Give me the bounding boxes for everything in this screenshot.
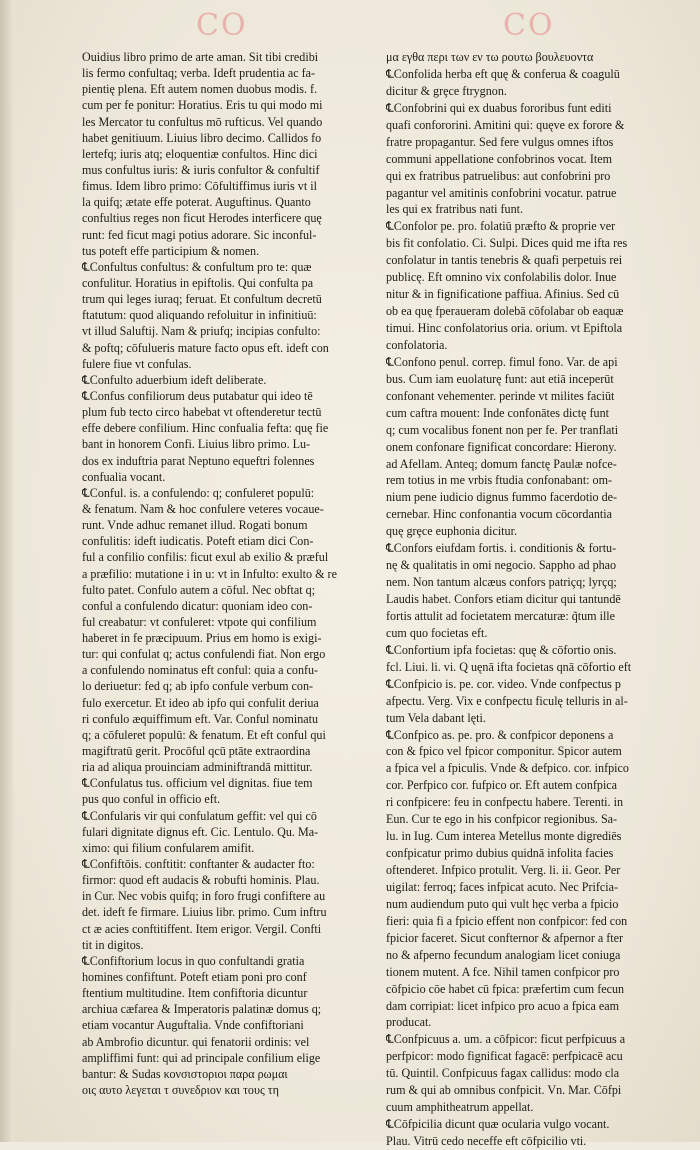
text-line: ob ea quę fperaueram dolebā cōfolabar ob eaquæ <box>386 304 624 319</box>
text-line: ℄Confiftorium locus in quo confultandi gratia <box>82 953 305 968</box>
text-line: fulere fiue vt confulas. <box>82 356 192 371</box>
text-line: afpectu. Verg. Vix e confpectu ficulę telluris in al- <box>386 693 628 708</box>
text-line: timui. Hinc confolatorius oria. orium. vt Epiftola <box>386 321 623 335</box>
text-line: ℄Confolor pe. pro. folatiū præfto & proprie ver <box>386 219 616 234</box>
text-line: ℄Confors eiufdam fortis. i. conditionis & fortu- <box>386 541 617 556</box>
text-line: magiftratū gerit. Procōful qcū ptāte extraordina <box>82 744 311 759</box>
text-line: les Mercator tu confultus mō rufticus. Vel quando <box>82 114 323 129</box>
text-line: ftentium multitudine. Item confiftoria dicuntur <box>82 986 308 1001</box>
text-line: ℄Confortium ipfa focietas: quę & cōfortio onis. <box>386 642 617 657</box>
text-line: ri confulo æquiffimum eft. Var. Conful nominatu <box>82 711 319 726</box>
text-line: Plau. Vitrū cedo neceffe eft cōfpicilio vti. <box>386 1134 587 1148</box>
text-line: fratre propagantur. Sed fere vulgus omnes iftos <box>386 134 614 149</box>
text-line: habet genitiuum. Liuius libro decimo. Callidos fo <box>82 130 322 145</box>
text-line: les qui ex fratribus nati funt. <box>386 202 524 217</box>
text-line: ℄Confono penul. correp. fimul fono. Var. de api <box>386 354 618 369</box>
text-line: ℄Confus confiliorum deus putabatur qui ideo tē <box>82 388 313 403</box>
text-line: firmor: quod eft audacis & robufti hominis. Plau. <box>82 873 320 888</box>
text-line: trum qui leges iuraq; feruat. Et confultum decretū <box>82 292 322 307</box>
text-line: ℄Confiftōis. conftitit: conftanter & audacter fto: <box>82 857 315 872</box>
text-line: cor. Perfpico cor. fufpico or. Eft autem confpica <box>386 778 618 793</box>
text-line: ful creabatur: vt confuleret: vtpote qui confilium <box>82 614 317 629</box>
text-line: haberet in fe præcipuum. Prius em homo is exigi- <box>82 631 322 646</box>
text-line: ℄Confolida herba eft quę & conferua & coagulū <box>386 66 620 81</box>
text-line: a confulendo nominatus eft conful: quia a confu- <box>82 663 319 678</box>
text-line: ℄Confultus confultus: & confultum pro te: quæ <box>82 259 312 274</box>
text-line: a præfilio: mutatione i in u: vt in Infulto: exulto & re <box>82 566 337 581</box>
text-line: nitur & in fignificatione paffiua. Afinius. Sed cū <box>386 287 620 302</box>
text-line: confulitur. Horatius in epiftolis. Qui confulta pa <box>82 275 314 290</box>
text-line: qui ex fratribus patruelibus: aut confobrini pro <box>386 168 611 183</box>
text-line: ℄Confpicuus a. um. a cōfpicor: ficut perfpicuus a <box>386 1032 626 1047</box>
text-line: lu. in Iug. Cum interea Metellus monte digrediēs <box>386 829 622 844</box>
text-line: lo deriuetur: fed q; ab ipfo confule verbum con- <box>82 679 314 694</box>
text-line: cum per fe ponitur: Horatius. Eris tu qui modo mi <box>82 98 323 113</box>
text-line: confualia vocant. <box>82 469 166 484</box>
right-column-header-mark: CO <box>503 8 555 43</box>
text-line: onem confonare fignificat concordare: Hierony. <box>386 439 617 454</box>
text-line: cōfpicio cōe habet cū fpica: præfertim cum fecun <box>386 981 625 996</box>
text-line: q; a cōfuleret populū: & fenatum. Et eft conful qui <box>82 727 326 742</box>
text-line: producat. <box>386 1015 432 1030</box>
page-gutter-shadow <box>0 0 14 1142</box>
text-line: ftatutum: quod aliquando refoluitur in infinitiuū: <box>82 308 317 323</box>
text-line: lis fermo confultaq; verba. Ideft prudentia ac fa- <box>82 66 316 81</box>
text-line: num audiendum puto qui vult hęc verba a fpicio <box>386 896 619 911</box>
text-line: vt illud Saluftij. Nam & priufq; incipias confulto: <box>82 324 321 339</box>
text-line: fcl. Liui. li. vi. Q uęnā ifta focietas qnā cōfortio eft <box>386 659 632 674</box>
text-line: a fpica vel a fpiculis. Vnde & defpico. cor. infpico <box>386 761 629 776</box>
text-line: ab Ambrofio dicuntur. qui fenatorii ordinis: vel <box>82 1034 310 1049</box>
text-line: & poftq; cōfulueris mature facto opus eft. ideft con <box>82 340 329 355</box>
text-line: ℄Confulto aduerbium ideft deliberate. <box>82 372 267 387</box>
text-line: pientię plena. Eft autem nomen duobus modis. f. <box>82 82 318 97</box>
text-line: Eun. Cur te ego in his confpicor regionibus. Sa- <box>386 812 618 827</box>
text-line: ct æ acies conftitiffent. Item erigor. Vergil. Confti <box>82 921 322 936</box>
text-line: μα εγθα περι των εν τω ρουτω βουλευοντα <box>386 50 594 64</box>
text-line: ℄Confobrini qui ex duabus fororibus funt editi <box>386 100 612 115</box>
text-line: det. ideft fe firmare. Liuius libr. primo. Cum inftru <box>82 905 327 920</box>
text-line: archiua cæfarea & Imperatoris palatinæ domus q; <box>82 1002 322 1017</box>
text-line: quafi confororini. Amitini qui: quęve ex forore & <box>386 117 625 132</box>
text-line: confonant vehementer. perinde vt milites faciūt <box>386 388 615 403</box>
text-line: dicitur & grȩce ftrygnon. <box>386 83 507 98</box>
text-line: oftenderet. Infpico protulit. Verg. li. ii. Geor. Per <box>386 863 621 877</box>
text-line: perfpicor: modo fignificat fagacē: perfpicacē acu <box>386 1049 623 1064</box>
text-line: publicę. Eft omnino vix confolabilis dolor. Inue <box>386 270 617 285</box>
text-line: rem totius in me vrbis ftudia confonabant: om- <box>386 473 613 488</box>
text-line: dam corripiat: licet infpico pro acuo a fpica eam <box>386 998 620 1013</box>
text-line: confolatoria. <box>386 337 448 352</box>
text-line: bantur: & Sudas κονσιστοριοι παρα ρωμαι <box>82 1066 288 1081</box>
text-line: ℄Confpico as. pe. pro. & confpicor deponens a <box>386 727 614 742</box>
text-line: communi appellatione confobrinos vocat. Item <box>386 151 613 166</box>
text-line: fulari dignitate dignus eft. Cic. Lentulo. Qu. Ma- <box>82 824 319 839</box>
text-line: ria ad aliqua prouinciam adminiftrandā mittitur. <box>82 760 313 775</box>
text-line: ℄Confulatus tus. officium vel dignitas. fiue tem <box>82 776 313 791</box>
text-line: ℄Confpicio is. pe. cor. video. Vnde confpectus p <box>386 676 621 691</box>
text-line: ampliffimi funt: qui ad principale confilium elige <box>82 1050 321 1065</box>
text-line: ri confpicere: feu in confpectu habere. Terenti. in <box>386 795 623 810</box>
text-line: in Cur. Nec vobis quifq; in foro frugi confiftere au <box>82 889 326 904</box>
text-line: effe debere confilium. Hinc confualia fefta: quę fie <box>82 421 329 436</box>
text-line: ℄Conful. is. a confulendo: q; confuleret populū: <box>82 485 315 500</box>
text-line: runt. Vnde adhuc remanet illud. Rogati bonum <box>82 518 308 533</box>
text-line: & fenatum. Nam & hoc confulere veteres vocaue- <box>82 501 324 516</box>
text-line: fulto patet. Confulo autem a cōful. Nec obftat q; <box>82 582 316 597</box>
text-line: tionem mutent. A fce. Nihil tamen confpicor pro <box>386 964 620 979</box>
left-column-header-mark: CO <box>196 8 248 43</box>
text-line: runt: fed ficut magi potius adorare. Sic inconful- <box>82 227 317 242</box>
text-line: fpicior faceret. Sicut confternor & afpernor a fter <box>386 930 624 945</box>
text-line: confulitis: ideft iudicatis. Poteft etiam dici Con- <box>82 534 314 549</box>
text-line: cum quo focietas eft. <box>386 625 488 640</box>
text-line: cuum amphitheatrum appellat. <box>386 1100 534 1115</box>
text-line: fulo exercetur. Et ideo ab ipfo qui confulit deriua <box>82 695 319 710</box>
text-line: plum fub tecto circo habebat vt oftenderetur tectū <box>82 405 322 420</box>
right-text-column <box>386 49 682 1150</box>
text-line: q; cum vocalibus fonent non per fe. Per tranflati <box>386 422 619 437</box>
text-line: cernebar. Hinc confonantia vocum cōcordantia <box>386 507 612 522</box>
text-line: fieri: quia fi a fpicio effent non confpicor: fed con <box>386 913 628 928</box>
text-line: etiam vocantur Auguftalia. Vnde confiftoriani <box>82 1018 304 1033</box>
text-line: tit in digitos. <box>82 937 144 952</box>
text-line: mus confultus iuris: & iuris confultor & confultif <box>82 162 320 177</box>
text-line: fimus. Idem libro primo: Cōfultiffimus iuris vt il <box>82 179 317 194</box>
text-line: confultius reges non ficut Herodes interficere quę <box>82 211 322 226</box>
text-line: uigilat: ferroq; faces infpicat acuto. Nec Prifcia- <box>386 879 619 894</box>
left-text-column <box>82 49 374 1098</box>
text-line: confolatur in tantis tenebris & quafi perpetuis rei <box>386 253 623 268</box>
text-line: no & afperno fecundum analogiam licet coniuga <box>386 947 621 962</box>
text-line: tur: qui confulat q; actus confulendi fiat. Non ergo <box>82 647 326 662</box>
text-line: conful a confulendo dicatur: quoniam ideo con- <box>82 598 313 613</box>
text-line: nium pene iudicio dignus fummo facerdotio de- <box>386 490 618 505</box>
text-line: bus. Cum iam euolaturę funt: aut etiā inceperūt <box>386 371 614 386</box>
text-line: ful a confilio confilis: ficut exul ab exilio & præful <box>82 550 329 565</box>
text-line: bant in honorem Confi. Liuius libro primo. Lu- <box>82 437 311 452</box>
text-line: dos ex induftria parat Neptuno equeftri folennes <box>82 453 315 468</box>
text-line: tus poteft effe participium & nomen. <box>82 243 260 258</box>
text-line: fortis attulit ad focietatem mercaturæ: q̃tum ille <box>386 608 616 623</box>
text-line: nę & qualitatis in omi negocio. Sappho ad phao <box>386 558 617 573</box>
text-line: pagantur vel amitinis confobrini vocatur. patrue <box>386 185 617 200</box>
text-line: tum Vela dabant lęti. <box>386 710 486 725</box>
text-line: confpicatur primo dubius quidnā infolita facies <box>386 846 614 861</box>
text-line: pus quo conful in officio eft. <box>82 792 221 807</box>
text-line: bis fit confolatio. Ci. Sulpi. Dices quid me ifta res <box>386 236 628 251</box>
text-line: homines confiftunt. Poteft etiam poni pro conf <box>82 970 307 985</box>
text-line: rum & qui ab omnibus confpicit. Vn. Mar. Cōfpi <box>386 1083 622 1098</box>
text-line: lertefq; iuris atq; eloquentiæ confultos. Hinc dici <box>82 146 318 161</box>
text-line: con & fpico vel fpicor componitur. Spicor autem <box>386 744 622 759</box>
text-line: Laudis habet. Confors etiam dicitur qui tantundē <box>386 592 621 606</box>
text-line: la quifq; ætate effe poterat. Auguftinus. Quanto <box>82 195 311 210</box>
text-line: tū. Quintil. Confpicuus fagax callidus: modo cla <box>386 1066 620 1081</box>
text-line: Ouidius libro primo de arte aman. Sit tibi credibi <box>82 50 319 64</box>
text-line: ximo: qui filium confularem amifit. <box>82 840 255 855</box>
text-line: ℄Cōfpicilia dicunt quæ ocularia vulgo vocant. <box>386 1117 610 1132</box>
text-line: ℄Confularis vir qui confulatum geffit: vel qui cō <box>82 808 317 823</box>
text-line: nem. Non tantum alcæus confors patriçq; lyrçq; <box>386 575 617 590</box>
text-line: οις αυτο λεγεται τ συνεδριον και τους τη <box>82 1083 279 1097</box>
text-line: quę grȩce euphonia dicitur. <box>386 524 517 539</box>
text-line: cum caftra mouent: Inde confonātes dictę funt <box>386 405 609 420</box>
text-line: ad Afellam. Anteq; domum fanctę Paulæ nofce- <box>386 456 617 471</box>
